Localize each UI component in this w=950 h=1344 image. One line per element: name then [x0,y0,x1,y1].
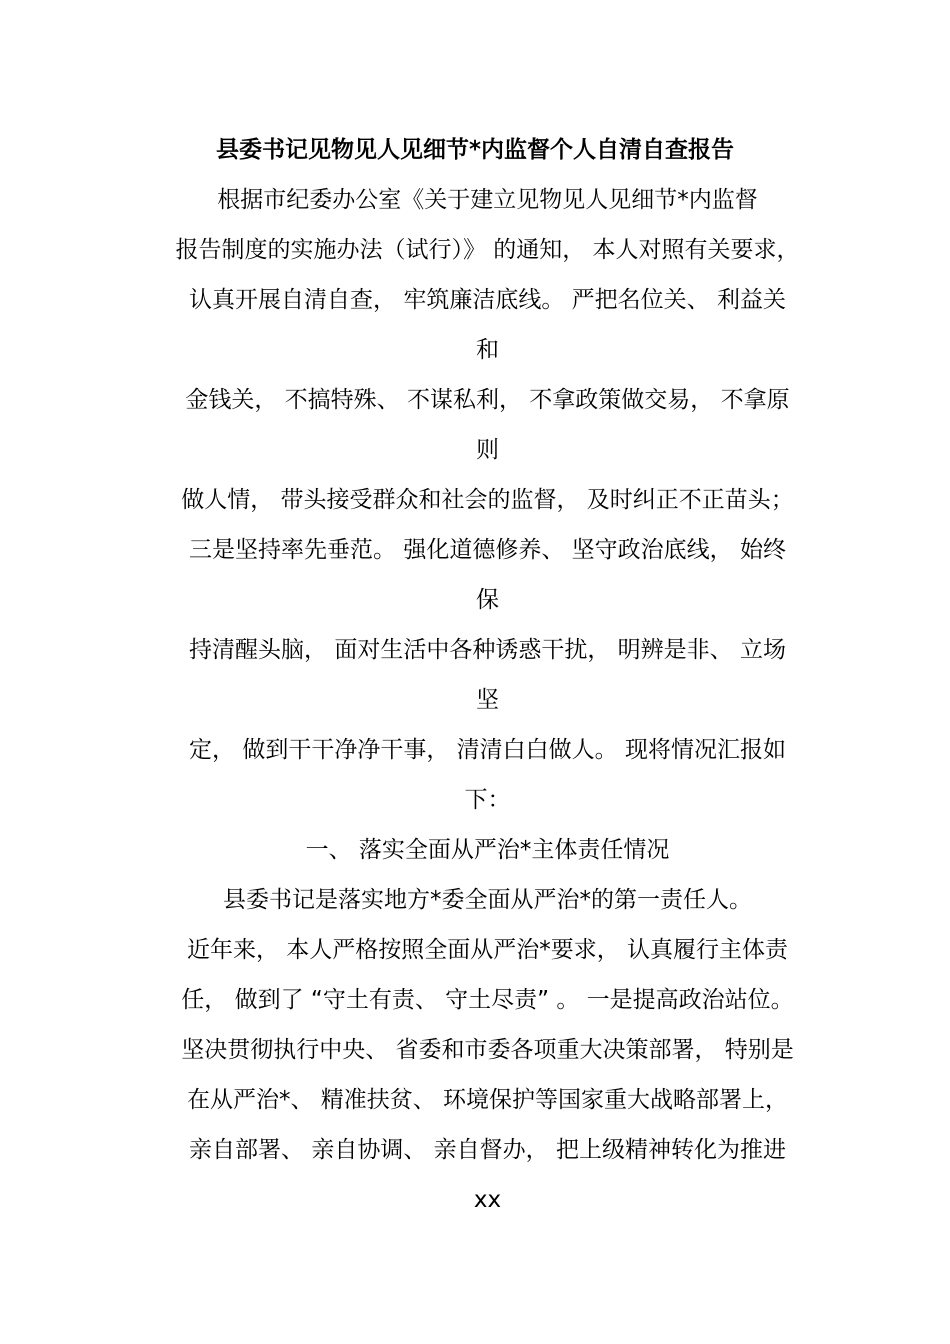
body-line: 定， 做到干干净净干事， 清清白白做人。 现将情况汇报如 [189,737,786,763]
body-line: 报告制度的实施办法（试行）》 的通知， 本人对照有关要求， [175,237,800,263]
body-line: 金钱关， 不搞特殊、 不谋私利， 不拿政策做交易， 不拿原 [185,387,790,413]
body-line: 做人情， 带头接受群众和社会的监督， 及时纠正不正苗头； [181,487,794,513]
body-line: 亲自部署、 亲自协调、 亲自督办， 把上级精神转化为推进 [189,1137,786,1163]
body-line: 下： [464,787,511,813]
body-line: 认真开展自清自查， 牢筑廉洁底线。 严把名位关、 利益关 [189,287,786,313]
body-line: 则 [476,437,499,463]
body-line: 坚决贯彻执行中央、 省委和市委各项重大决策部署， 特别是 [181,1037,794,1063]
section-heading: 一、 落实全面从严治*主体责任情况 [305,837,670,863]
body-line: 县委书记是落实地方*委全面从严治*的第一责任人。 [223,887,752,913]
document-title: 县委书记见物见人见细节*内监督个人自清自查报告 [215,137,735,163]
body-line: xx [473,1187,502,1213]
body-line: 根据市纪委办公室《关于建立见物见人见细节*内监督 [217,187,758,213]
body-line: 三是坚持率先垂范。 强化道德修养、 坚守政治底线， 始终 [189,537,786,563]
body-line: 持清醒头脑， 面对生活中各种诱惑干扰， 明辨是非、 立场 [189,637,786,663]
body-line: 坚 [476,687,499,713]
body-line: 保 [476,587,499,613]
body-line: 和 [476,337,499,363]
body-line: 近年来， 本人严格按照全面从严治*要求， 认真履行主体责 [186,937,789,963]
body-line: 任， 做到了 “守土有责、 守土尽责” 。 一是提高政治站位。 [181,987,794,1013]
body-line: 在从严治*、 精准扶贫、 环境保护等国家重大战略部署上， [186,1087,789,1113]
